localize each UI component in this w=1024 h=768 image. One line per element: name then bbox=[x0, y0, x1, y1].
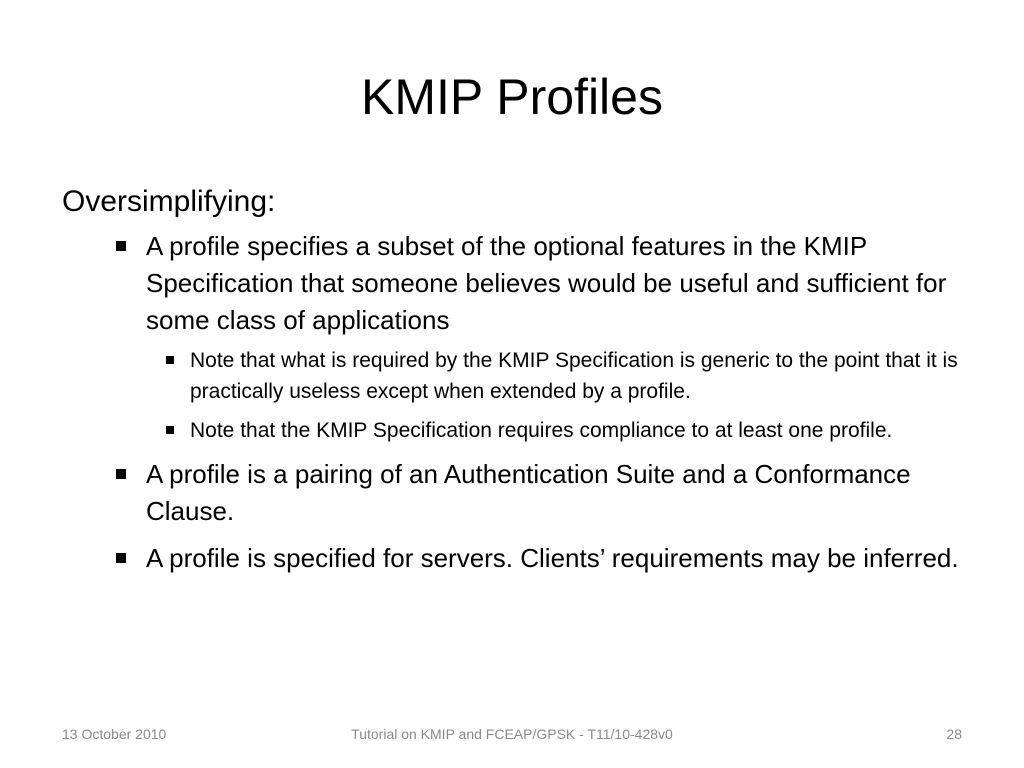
square-bullet-icon bbox=[116, 241, 126, 251]
sub-list-item-text: Note that the KMIP Specification requires compliance to at least one profile. bbox=[190, 419, 893, 442]
footer-date: 13 October 2010 bbox=[62, 726, 167, 742]
list-item bbox=[146, 456, 962, 530]
lead-text: Oversimplifying: bbox=[62, 185, 276, 218]
list-item bbox=[146, 540, 962, 577]
list-item-text: A profile is a pairing of an Authentication Suite and a Conformance Clause. bbox=[146, 459, 911, 526]
list-item-text: A profile is specified for servers. Clients’ requirements may be inferred. bbox=[146, 543, 959, 573]
slide-body bbox=[62, 182, 962, 587]
list-item bbox=[146, 228, 962, 446]
square-bullet-icon bbox=[116, 469, 126, 479]
bullet-list bbox=[62, 228, 962, 577]
list-item-text: A profile specifies a subset of the optional features in the KMIP Specification that someone believes would be useful and sufficient for some class of applications bbox=[146, 231, 947, 335]
square-bullet-icon bbox=[166, 356, 174, 364]
square-bullet-icon bbox=[166, 426, 174, 434]
sub-list-item bbox=[190, 345, 962, 407]
slide-title: KMIP Profiles bbox=[361, 69, 663, 125]
sub-list-item-text: Note that what is required by the KMIP Specification is generic to the point that it is practically useless except when extended by a profile. bbox=[190, 349, 958, 403]
square-bullet-icon bbox=[116, 553, 126, 563]
sub-bullet-list bbox=[62, 345, 962, 446]
page-number: 28 bbox=[946, 726, 962, 742]
footer-title: Tutorial on KMIP and FCEAP/GPSK - T11/10-428v0 bbox=[351, 726, 673, 742]
sub-list-item bbox=[190, 415, 962, 446]
